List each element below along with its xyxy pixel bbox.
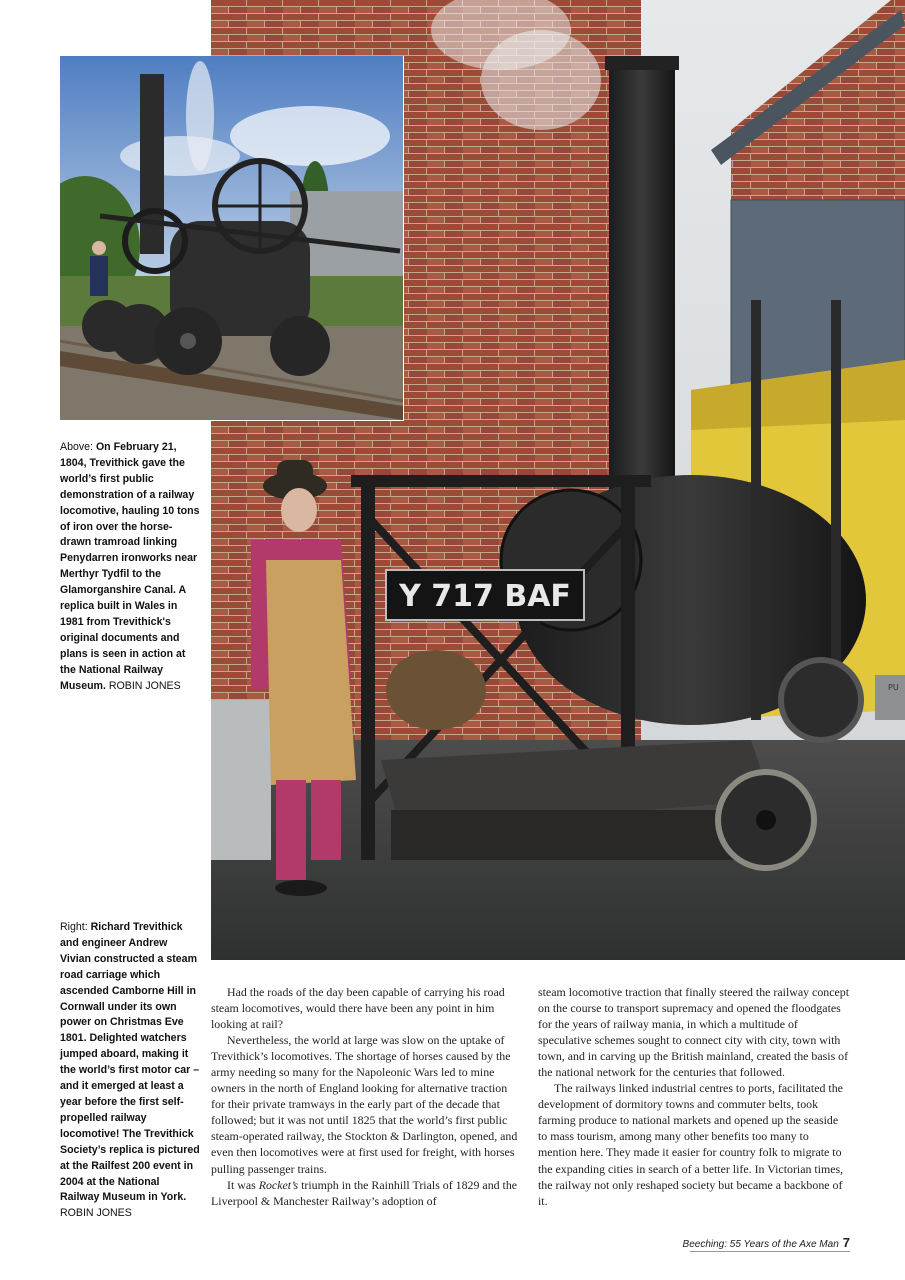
- inset-photo-penydarren-locomotive: [60, 56, 404, 421]
- paragraph: steam locomotive traction that finally steered the railway concept on the course to transport supremacy and opened the floodgates for the years of railway mania, in which a multitude of speculative schemes sought to connect city with city, town with town, and in carving up the British mainland, created the basis of the national network for the centuries that followed.: [538, 985, 850, 1080]
- paragraph: [211, 1177, 523, 1209]
- caption-right-body: Richard Trevithick and engineer Andrew Vivian constructed a steam road carriage which ascended Camborne Hill in Cornwall under its own power on Christmas Eve 1801. Delighted watchers jumped aboard, making it the world’s first motor car – and it emerged at least a year before the first self-propelled railway locomotive! The Trevithick Society’s replica is pictured at the Railfest 200 event in 2004 at the National Railway Museum in York.: [60, 921, 200, 1204]
- article-column-2: [538, 984, 850, 1209]
- publication-title: Beeching: 55 Years of the Axe Man: [682, 1239, 839, 1250]
- paragraph: Nevertheless, the world at large was slow on the uptake of Trevithick’s locomotives. The shortage of horses caused by the army needing so many for the Napoleonic Wars led to mine owners in the north of England looking for alternative traction for their private tramways in the early part of the decade that followed; but it was not until 1825 that the world’s first public steam-operated railway, the Stockton & Darlington, opened, and even then locomotives were at first used for freight, with horses pulling passenger trains.: [211, 1033, 518, 1176]
- paragraph: The railways linked industrial centres to ports, facilitated the development of dormitory towns and commuter belts, took farming produce to national markets and opened up the seaside to mass tourism, among many other benefits too many to mention here. They made it easier for country folk to migrate to the expanding cities in search of a better life. In Victorian times, the railway not only reshaped society but became a backbone of it.: [538, 1081, 844, 1208]
- footer-rule: [690, 1251, 850, 1252]
- number-plate: Y 717 BAF: [399, 579, 571, 614]
- caption-above-body: On February 21, 1804, Trevithick gave the world’s first public demonstration of a railway locomotive, hauling 10 tons of iron over the horse-drawn tramroad linking Penydarren ironworks near Merthyr Tydfil to the Glamorganshire Canal. A replica built in Wales in 1981 from Trevithick's original documents and plans is seen in action at the National Railway Museum.: [60, 441, 200, 692]
- paragraph: Had the roads of the day been capable of carrying his road steam locomotives, would there have been any point in him looking at rail?: [211, 985, 505, 1032]
- caption-above-credit: ROBIN JONES: [105, 679, 181, 692]
- caption-right: [60, 920, 200, 1222]
- caption-right-lead: Right:: [60, 921, 91, 933]
- article-column-1: [211, 984, 523, 1209]
- page-footer: [600, 1235, 850, 1250]
- bucket-sign: PU: [888, 683, 899, 692]
- caption-above-lead: Above:: [60, 441, 96, 453]
- caption-right-credit: ROBIN JONES: [60, 1207, 132, 1220]
- caption-above: [60, 440, 200, 695]
- text-run: triumph in the Rainhill Trials of 1829 and the Liverpool & Manchester Railway’s adoption of: [211, 1177, 518, 1208]
- page-number: 7: [842, 1235, 850, 1250]
- text-run: It was: [227, 1177, 259, 1192]
- italic-title-rocket: Rocket’s: [258, 1177, 299, 1192]
